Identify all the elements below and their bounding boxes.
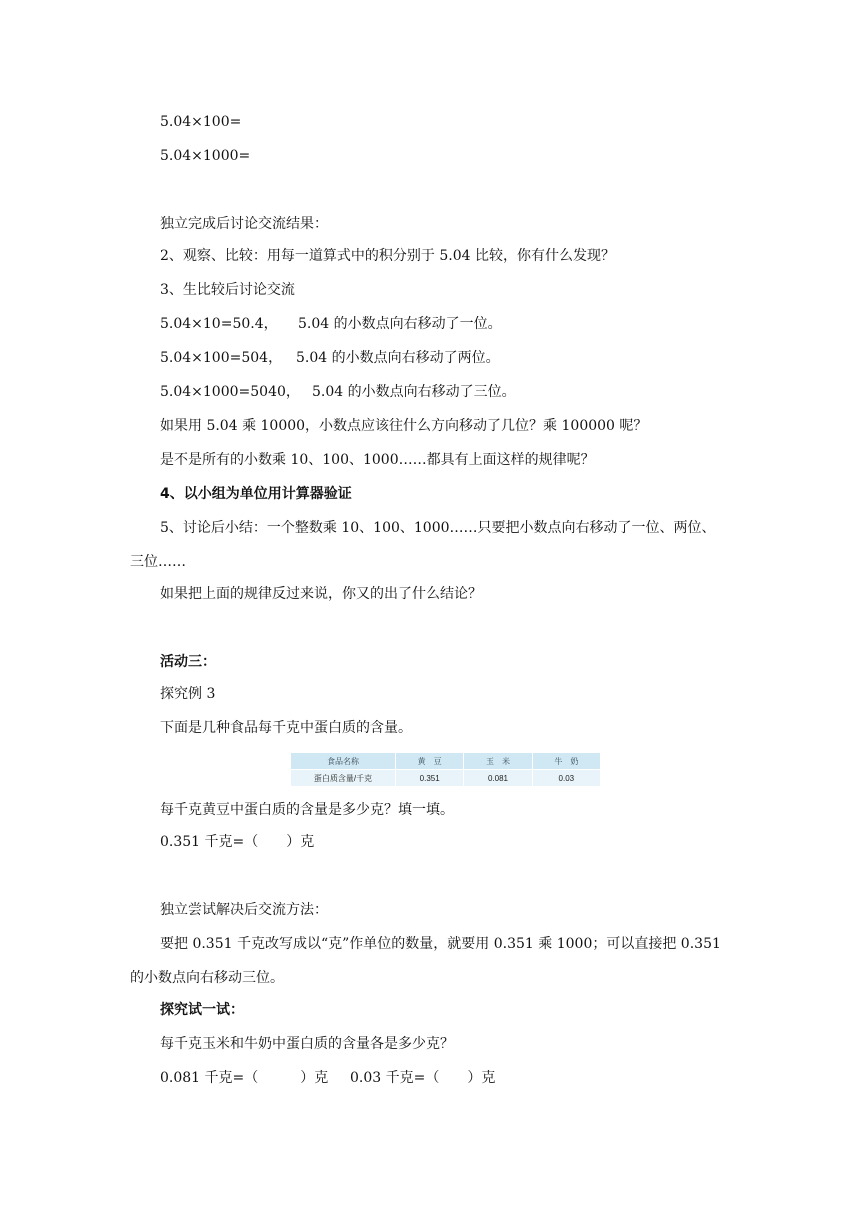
table-header-cell: 牛 奶 (532, 753, 600, 770)
text-line: 2、观察、比较：用每一道算式中的积分别于 5.04 比较，你有什么发现？ (160, 248, 615, 264)
table-cell: 0.03 (532, 770, 600, 787)
text-line: 每千克玉米和牛奶中蛋白质的含量各是多少克？ (160, 1036, 454, 1052)
table-header-cell: 玉 米 (464, 753, 532, 770)
text-line: 要把 0.351 千克改写成以“克”作单位的数量，就要用 0.351 乘 1000；可以直接把 0.351 (160, 936, 721, 952)
table-header-row (291, 753, 601, 770)
text-line: 如果把上面的规律反过来说，你又的出了什么结论？ (160, 586, 482, 602)
text-line: 0.03 千克=（ ）克 (350, 1070, 496, 1086)
text-line: 5.04 的小数点向右移动了两位。 (296, 350, 500, 366)
section-heading: 探究试一试： (160, 1002, 244, 1018)
table-cell: 0.351 (396, 770, 464, 787)
table-row (291, 770, 601, 787)
text-line: 探究例 3 (160, 686, 216, 702)
protein-table (290, 752, 601, 787)
section-heading: 活动三： (160, 654, 216, 670)
text-line: 0.081 千克=（ ）克 (160, 1070, 329, 1086)
text-line: 独立完成后讨论交流结果： (160, 216, 328, 232)
table-cell: 蛋白质含量/千克 (291, 770, 396, 787)
text-line: 5.04 的小数点向右移动了一位。 (298, 316, 502, 332)
text-line (160, 382, 300, 402)
text-line: 4、以小组为单位用计算器验证 (160, 486, 352, 502)
text-line: 如果用 5.04 乘 10000，小数点应该往什么方向移动了几位？乘 100000 呢？ (160, 418, 648, 434)
text-line: 0.351 千克=（ ）克 (160, 834, 315, 850)
text-line: 是不是所有的小数乘 10、100、1000……都具有上面这样的规律呢？ (160, 452, 595, 468)
text-line: 3、生比较后讨论交流 (160, 282, 295, 298)
text-line (160, 314, 278, 334)
table-header-cell: 黄 豆 (396, 753, 464, 770)
text-line: 的小数点向右移动三位。 (130, 970, 284, 986)
text-line: 每千克黄豆中蛋白质的含量是多少克？填一填。 (160, 802, 454, 818)
text-line: 下面是几种食品每千克中蛋白质的含量。 (160, 720, 412, 736)
text-line (160, 348, 282, 368)
text-line: 5.04 的小数点向右移动了三位。 (312, 384, 516, 400)
text-line: 5、讨论后小结：一个整数乘 10、100、1000……只要把小数点向右移动了一位、两位、 (160, 520, 716, 536)
table-cell: 0.081 (464, 770, 532, 787)
equation: 5.04×100=504， (160, 350, 283, 366)
text-line: 独立尝试解决后交流方法： (160, 902, 328, 918)
table-header-cell: 食品名称 (291, 753, 396, 770)
equation: 5.04×10=50.4， (160, 316, 278, 332)
text-line: 5.04×1000= (160, 148, 251, 164)
equation: 5.04×1000=5040， (160, 384, 300, 400)
text-line: 5.04×100= (160, 114, 242, 130)
text-line: 三位…… (130, 554, 186, 570)
